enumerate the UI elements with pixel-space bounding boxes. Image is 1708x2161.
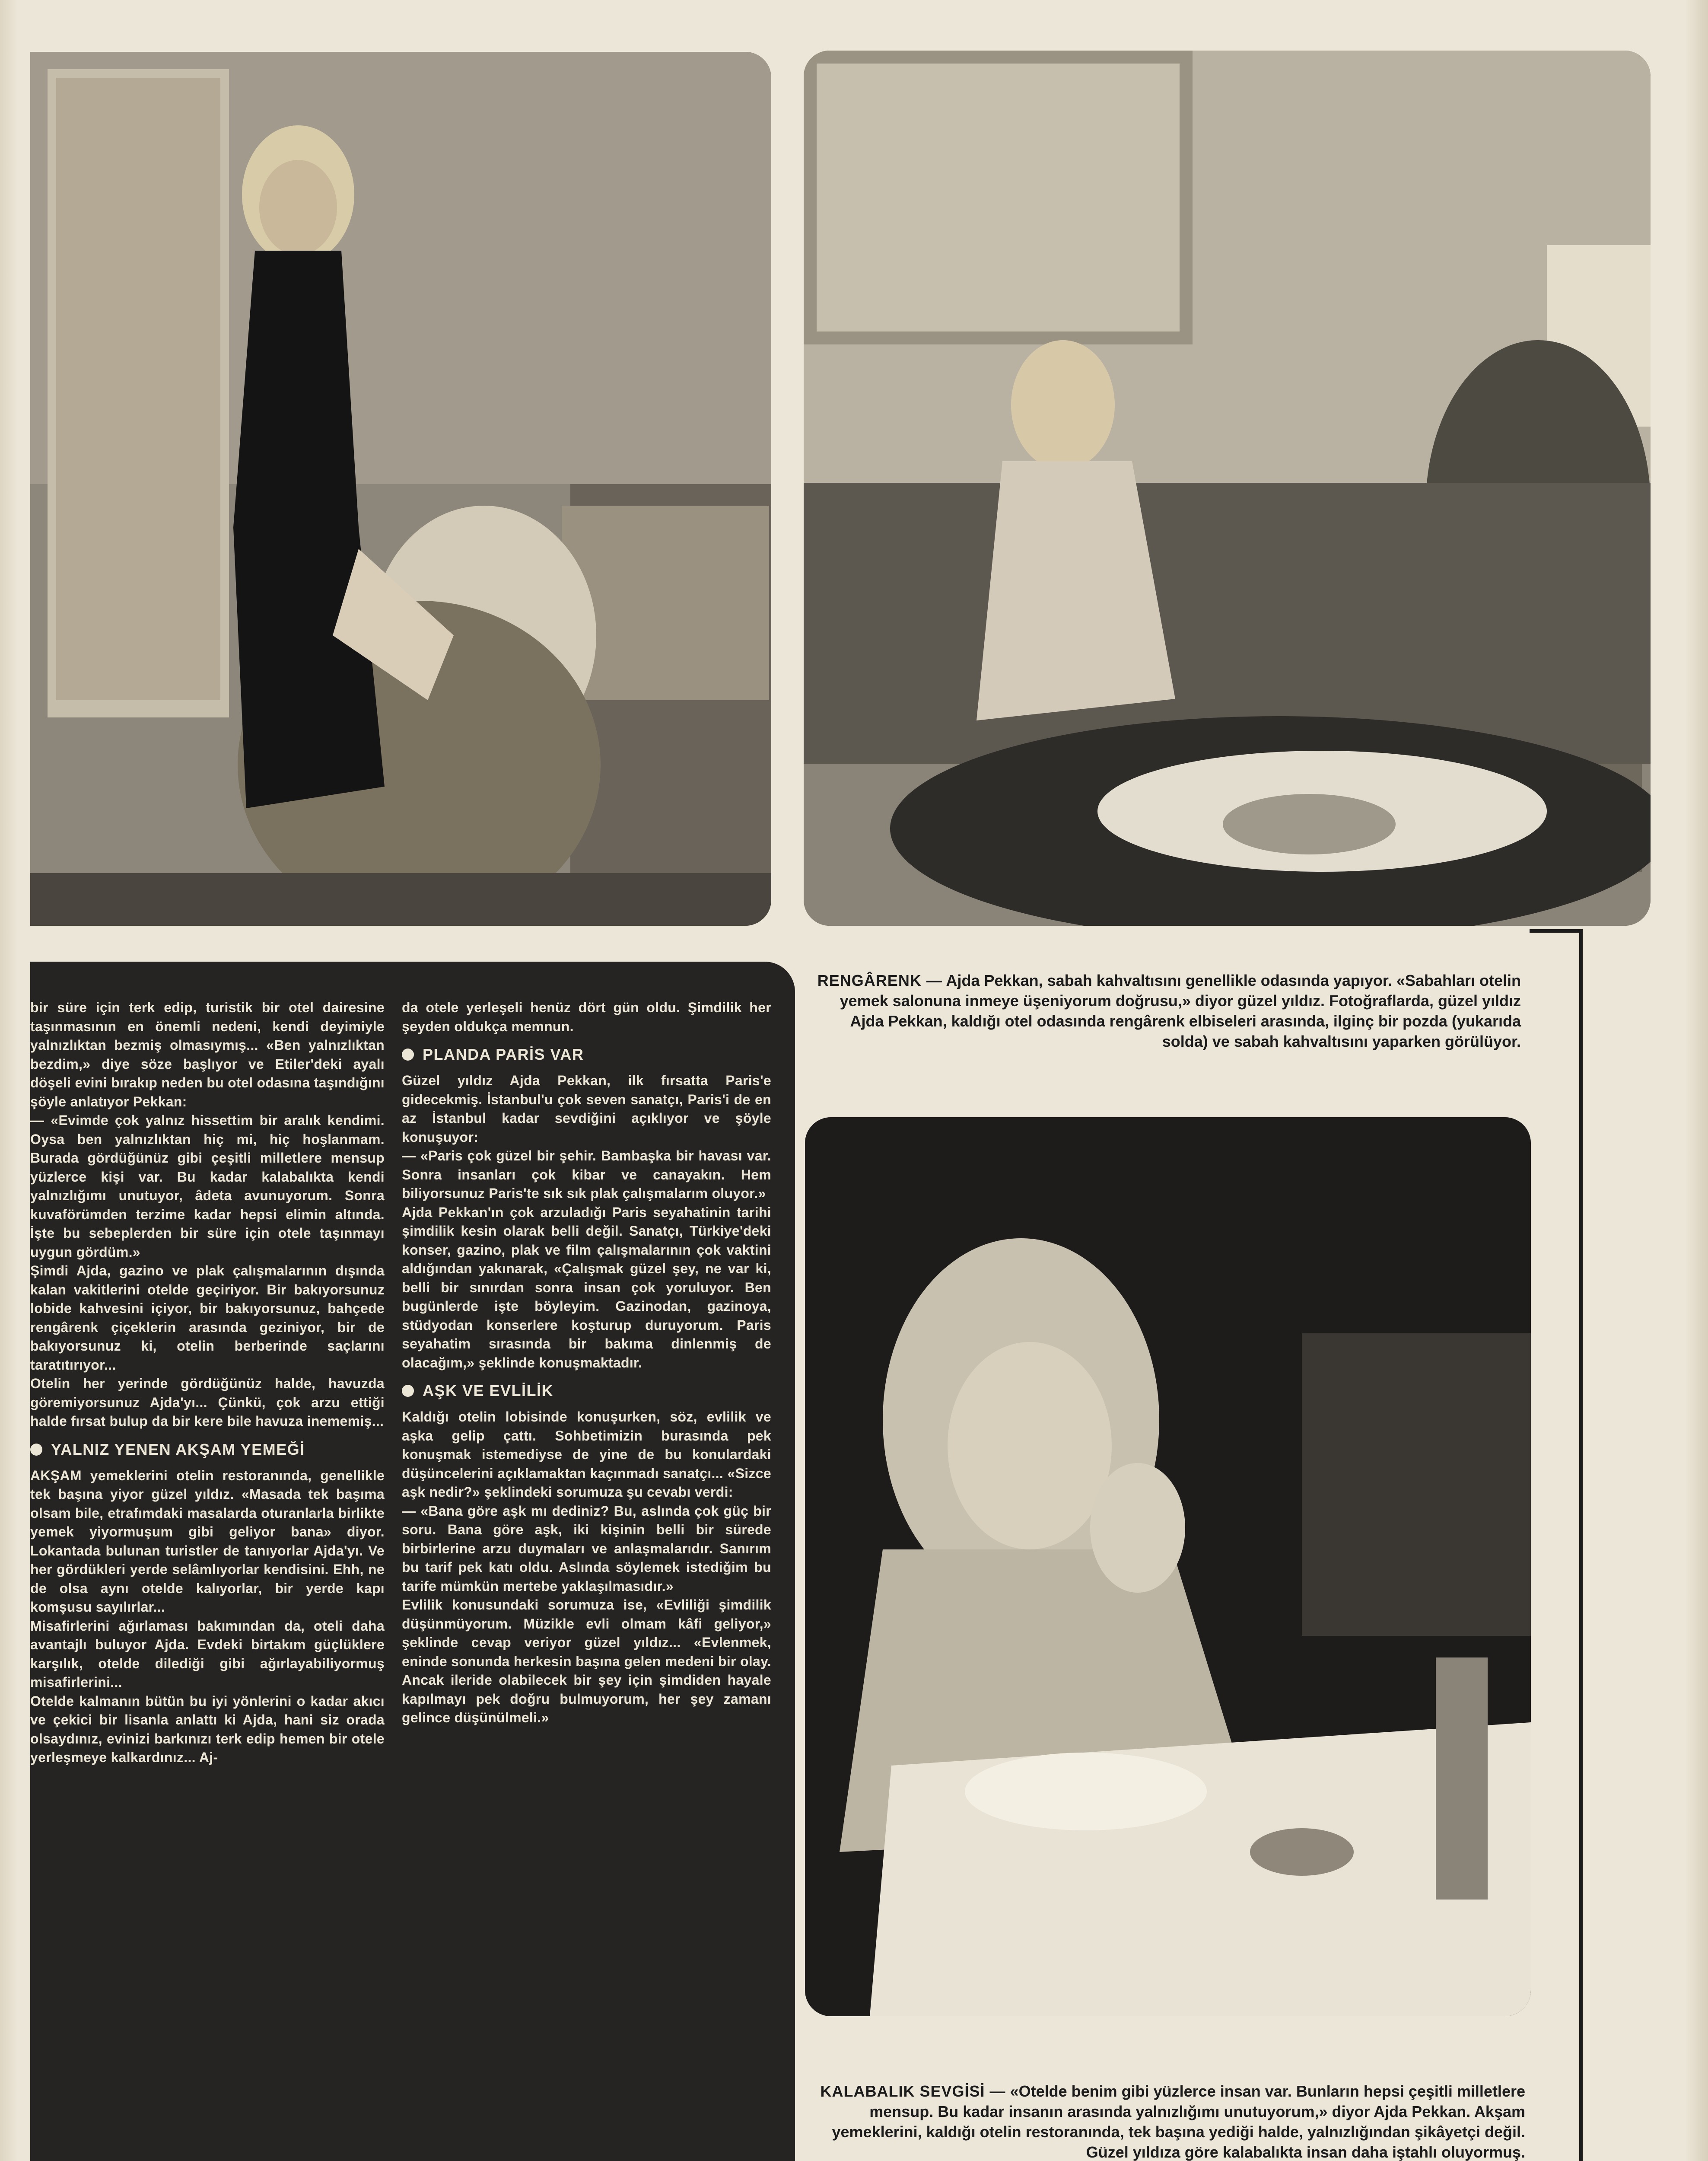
article-paragraph: Şimdi Ajda, gazino ve plak çalışmalarının dışında kalan vakitlerini otelde geçiriyor. Bir bakıyorsunuz lobide kahvesini içiyor, bir bakıyorsunuz, bahçede rengârenk çiçeklerin arasında geziniyor, bir de bakıyorsunuz ki, otelin berberinde saçlarını taratıtırıyor... [30,1263,385,1373]
article-paragraph: — «Evimde çok yalnız hissettim bir aralık kendimi. Oysa ben yalnızlıktan hiç mi, hiç hoşlanmam. Burada gördüğünüz gibi çeşitli milletlere mensup yüzlerce kişi var. Bu kadar kalabalıkta kendi yalnızlığımı unutuyor, âdeta avunuyorum. Sonra kuvaförümden terzime kadar hepsi elimin altında. İşte bu sebeplerden bir süre için otele taşınmayı uygun gördüm.» [30,1112,385,1260]
article-panel [30,962,795,2161]
article-paragraph: Güzel yıldız Ajda Pekkan, ilk fırsatta Paris'e gidecekmiş. İstanbul'u çok seven sanatçı, Paris'i de en az İstanbul kadar sevdiğini açıklıyor ve şöyle konuşuyor: [402,1073,771,1145]
article-paragraph: — «Paris çok güzel bir şehir. Bambaşka bir havası var. Sonra insanları çok kibar ve canayakın. Hem biliyorsunuz Paris'te sık sık plak çalışmalarım oluyor.» [402,1148,771,1201]
article-paragraph: da otele yerleşeli henüz dört gün oldu. Şimdilik her şeyden oldukça memnun. [402,1000,771,1034]
photo-black-dress [30,52,771,926]
frame-rule-top [1530,929,1579,933]
caption-lead: KALABALIK SEVGİSİ — [820,2082,1006,2100]
caption-lead: RENGÂRENK — [817,972,942,989]
section-heading: PLANDA PARİS VAR [402,1045,771,1064]
caption-text: «Otelde benim gibi yüzlerce insan var. Bunların hepsi çeşitli milletlere mensup. Bu kadar insanın arasında yalnızlığımı unutuyorum,» diyor Ajda Pekkan. Akşam yemeklerini, kaldığı otelin restoranında, tek başına yediği halde, yalnızlığından şikâyetçi değil. Güzel yıldıza göre kalabalıkta insan daha iştahlı oluyormuş. [832,2082,1525,2161]
bullet-icon [402,1385,414,1397]
section-heading: AŞK VE EVLİLİK [402,1382,771,1400]
bullet-icon [402,1049,414,1061]
bullet-icon [30,1444,42,1456]
article-paragraph: AKŞAM yemeklerini otelin restoranında, genellikle tek başına yiyor güzel yıldız. «Masada tek başıma olsam bile, etrafımdaki masalarda oturanlarla birlikte yemek yiyormuşum gibi geliyor bana» diyor. Lokantada bulunan turistler de tanıyorlar Ajda'yı. Ve her gördükleri yerde selâmlıyorlar kendisini. Ehh, ne de olsa aynı otelde kalıyorlar, bir yerde kapı komşusu sayılırlar... [30,1467,385,1615]
article-paragraph: bir süre için terk edip, turistik bir otel dairesine taşınmasının en önemli nedeni, kendi deyimiyle yalnızlıktan bezmiş olmasıymış... «Ben yalnızlıktan bezdim,» diye söze başlıyor ve Etiler'deki ayalı döşeli evini bırakıp neden bu otel odasına taşındığını şöyle anlatıyor Pekkan: [30,1000,385,1109]
article-paragraph: Otelde kalmanın bütün bu iyi yönlerini o kadar akıcı ve çekici bir lisanla anlattı ki Ajda, hani siz orada olsaydınız, evinizi barkınızı terk edip hemen bir otele yerleşmeye kalkardınız... Aj- [30,1693,385,1765]
article-paragraph: Otelin her yerinde gördüğünüz halde, havuzda göremiyorsunuz Ajda'yı... Çünkü, çok arzu ettiği halde fırsat bulup da bir kere bile havuza inememiş... [30,1376,385,1429]
section-heading: YALNIZ YENEN AKŞAM YEMEĞİ [30,1441,385,1459]
article-paragraph: Misafirlerini ağırlaması bakımından da, oteli daha avantajlı buluyor Ajda. Evdeki birtakım güçlüklere karşılık, otelde dilediği gibi ağırlayabiliyormuş misafirlerini... [30,1618,385,1690]
article-paragraph: — «Bana göre aşk mı dediniz? Bu, aslında çok güç bir soru. Bana göre aşk, iki kişinin belli bir sürede birbirlerine arzu duymaları ve anlaşmalarıdır. Sanırım bu tarif pek katı oldu. Aslında söylemek istediğim bu tarife mümkün mertebe yaklaşılmasıdır.» [402,1503,771,1594]
photo-breakfast [804,51,1651,926]
article-paragraph: Kaldığı otelin lobisinde konuşurken, söz, evlilik ve aşka gelip çattı. Sohbetimizin burasında pek konuşmak istemediyse de yine de bu konulardaki düşüncelerini açıklamaktan kaçınmadı sanatçı... «Sizce aşk nedir?» şeklindeki sorumuza şu cevabı verdi: [402,1409,771,1500]
photo-caption-restaurant [808,2081,1525,2161]
photo-caption-breakfast [808,970,1521,1052]
frame-rule-right [1579,929,1583,2161]
photo-restaurant [805,1117,1531,2016]
caption-text: Ajda Pekkan, sabah kahvaltısını genellikle odasında yapıyor. «Sabahları otelin yemek salonuna inmeye üşeniyorum doğrusu,» diyor güzel yıldız. Fotoğraflarda, güzel yıldız Ajda Pekkan, kaldığı otel odasında rengârenk elbiseleri arasında, ilginç bir pozda (yukarıda solda) ve sabah kahvaltısını yaparken görülüyor. [840,972,1521,1050]
article-paragraph: Evlilik konusundaki sorumuza ise, «Evliliği şimdilik düşünmüyorum. Müzikle evli olmam kâfi geliyor,» şeklinde cevap veriyor güzel yıldız... «Evlenmek, eninde sonunda herkesin başına gelen medeni bir olay. Ancak ileride olabilecek bir şey için şimdiden hayale kapılmayı pek doğru bulmuyorum, her şey zamanı gelince düşünülmeli.» [402,1597,771,1725]
article-column-2 [402,998,771,1728]
article-paragraph: Ajda Pekkan'ın çok arzuladığı Paris seyahatinin tarihi şimdilik kesin olarak belli değil. Sanatçı, Türkiye'deki konser, gazino, plak ve film çalışmalarının çok vaktini aldığından yakınarak, «Çalışmak güzel şey, ne var ki, belli bir sınırdan sonra insan çok yoruluyor. Ben bugünlerde işte böyleyim. Gazinodan, gazinoya, stüdyodan konserlere koşturup duruyorum. Paris seyahatim sırasında bir bakıma dinlenmiş de olacağım,» şeklinde konuşmaktadır. [402,1204,771,1371]
article-column-1 [30,998,385,1767]
